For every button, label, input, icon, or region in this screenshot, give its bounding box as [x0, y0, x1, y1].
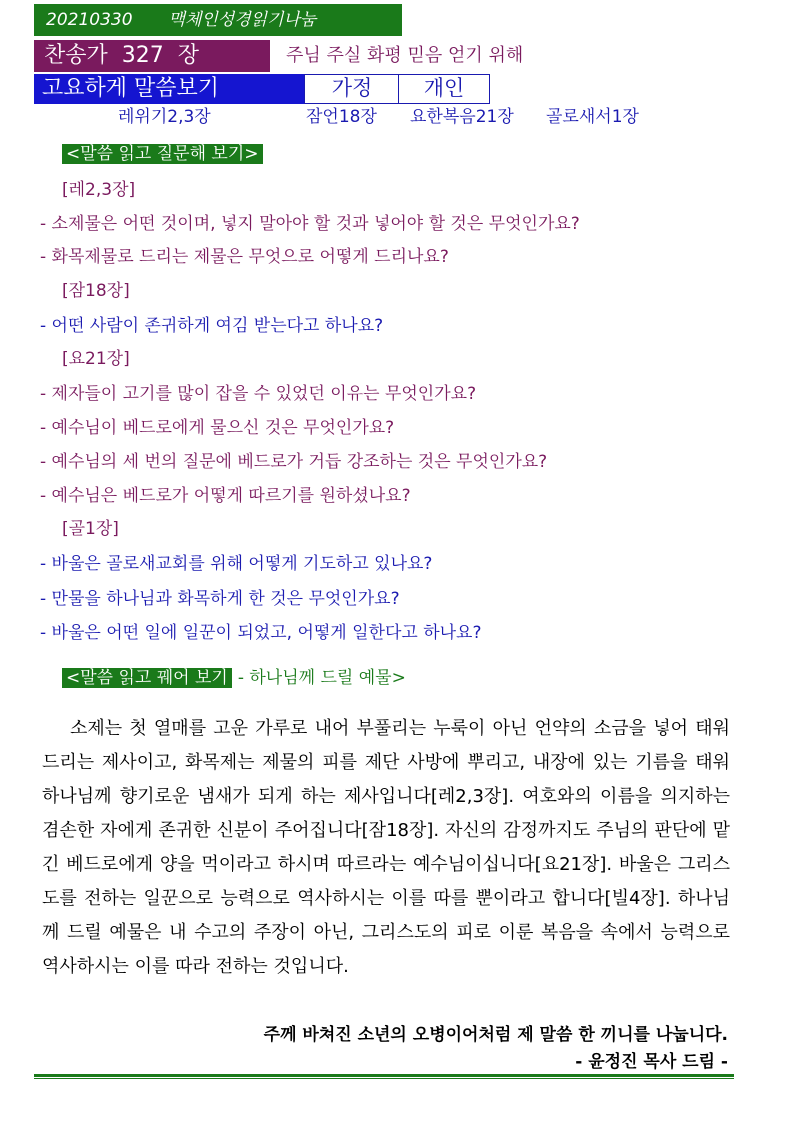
reading-ref-john: 요한복음21장: [410, 107, 514, 127]
question-item: - 예수님은 베드로가 어떻게 따르기를 원하셨나요?: [40, 486, 411, 506]
question-item: - 바울은 골로새교회를 위해 어떻게 기도하고 있나요?: [40, 554, 433, 574]
question-item: - 제자들이 고기를 많이 잡을 수 있었던 이유는 무엇인가요?: [40, 384, 477, 404]
hymn-number: 327: [121, 43, 164, 68]
reflection-heading: [62, 666, 406, 690]
quiet-reading-banner: 고요하게 말씀보기: [34, 74, 304, 104]
tab-family[interactable]: 가정: [304, 74, 400, 104]
hymn-label: 찬송가: [44, 43, 108, 68]
chapter-label: [레2,3장]: [62, 180, 136, 200]
questions-heading-label: <말씀 읽고 질문해 보기>: [62, 144, 263, 164]
date-banner: [34, 4, 402, 36]
question-item: - 어떤 사람이 존귀하게 여김 받는다고 하나요?: [40, 316, 384, 336]
reading-ref-proverbs: 잠언18장: [306, 107, 377, 127]
chapter-label: [골1장]: [62, 519, 119, 539]
reflection-heading-label: <말씀 읽고 꿰어 보기: [62, 668, 232, 688]
date-label: 20210330: [46, 10, 133, 30]
question-item: - 소제물은 어떤 것이며, 넣지 말아야 할 것과 넣어야 할 것은 무엇인가요?: [40, 214, 580, 234]
question-item: - 만물을 하나님과 화목하게 한 것은 무엇인가요?: [40, 589, 400, 609]
reading-ref-colossians: 골로새서1장: [546, 107, 639, 127]
hymn-banner: [34, 40, 270, 72]
question-item: - 바울은 어떤 일에 일꾼이 되었고, 어떻게 일한다고 하나요?: [40, 623, 482, 643]
reflection-body: 소제는 첫 열매를 고운 가루로 내어 부풀리는 누룩이 아닌 언약의 소금을 넣어 태워 드리는 제사이고, 화목제는 제물의 피를 제단 사방에 뿌리고, 내장에 있는 기름을 태워 하나님께 향기로운 냄새가 되게 하는 제사입니다[레2,3장]. 여호와의 이름을 의지하는 겸손한 자에게 존귀한 신분이 주어집니다[잠18장]. 자신의 감정까지도 주님의 판단에 맡긴 베드로에게 양을 먹이라고 하시며 따르라는 예수님이십니다[요21장]. 바울은 그리스도를 전하는 일꾼으로 능력으로 역사하시는 이를 따를 뿐이라고 합니다[빌4장]. 하나님께 드릴 예물은 내 수고의 주장이 아닌, 그리스도의 피로 이룬 복음을 속에서 능력으로 역사하시는 이를 따라 전하는 것입니다.: [42, 718, 730, 977]
tab-personal[interactable]: 개인: [398, 74, 490, 104]
series-title: 맥체인성경읽기나눔: [168, 10, 317, 30]
chapter-label: [잠18장]: [62, 281, 130, 301]
hymn-title: 주님 주실 화평 믿음 얻기 위해: [286, 45, 524, 66]
question-item: - 예수님이 베드로에게 물으신 것은 무엇인가요?: [40, 418, 395, 438]
chapter-label: [요21장]: [62, 349, 130, 369]
closing-line: 주께 바쳐진 소년의 오병이어처럼 제 말씀 한 끼니를 나눕니다.: [263, 1025, 728, 1045]
footer-divider-thin: [34, 1078, 734, 1079]
footer-divider: [34, 1074, 734, 1077]
question-item: - 화목제물로 드리는 제물은 무엇으로 어떻게 드리나요?: [40, 247, 449, 267]
questions-heading: [62, 142, 263, 166]
reading-ref-leviticus: 레위기2,3장: [118, 107, 211, 127]
hymn-unit: 장: [177, 43, 200, 68]
closing-block: [264, 1022, 728, 1076]
question-item: - 예수님의 세 번의 질문에 베드로가 거듭 강조하는 것은 무엇인가요?: [40, 452, 548, 472]
reflection-subheading: - 하나님께 드릴 예물>: [237, 668, 406, 688]
signature-line: - 윤정진 목사 드림 -: [575, 1052, 728, 1072]
